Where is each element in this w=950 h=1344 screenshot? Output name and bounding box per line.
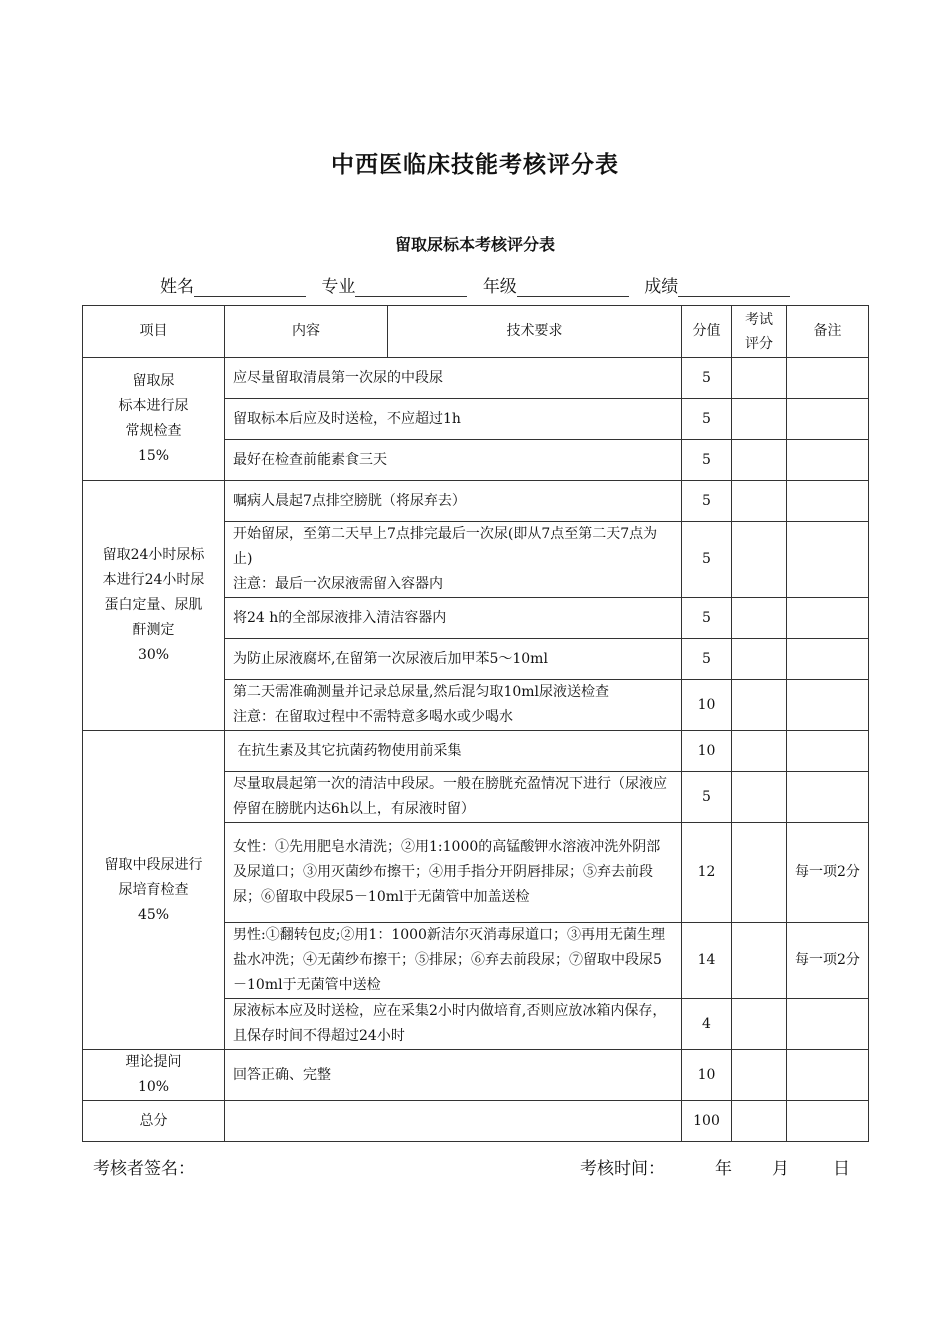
requirement-cell: 为防止尿液腐坏,在留第一次尿液后加甲苯5～10ml [225,639,682,680]
grade-blank[interactable] [517,276,629,297]
points-cell: 5 [682,358,732,399]
points-cell: 5 [682,522,732,598]
requirement-cell: 女性：①先用肥皂水清洗；②用1:1000的高锰酸钾水溶液冲洗外阴部及尿道口；③用灭菌纱布擦干；④用手指分开阴唇排尿；⑤弃去前段尿；⑥留取中段尿5－10ml于无菌管中加盖送检 [225,823,682,923]
remark-cell [787,639,869,680]
item-cell: 留取中段尿进行 尿培育检查 45% [83,731,225,1050]
item-cell: 留取尿 标本进行尿 常规检查 15% [83,358,225,481]
exam-score-cell[interactable] [732,639,787,680]
total-remark-cell [787,1101,869,1142]
remark-cell: 每一项2分 [787,923,869,999]
requirement-cell: 应尽量留取清晨第一次尿的中段尿 [225,358,682,399]
header-item: 项目 [83,306,225,358]
major-label: 专业 [321,277,356,297]
requirement-cell: 尿液标本应及时送检，应在采集2小时内做培育,否则应放冰箱内保存，且保存时间不得超过24小时 [225,999,682,1050]
total-label: 总分 [83,1101,225,1142]
points-cell: 10 [682,1050,732,1101]
score-blank[interactable] [678,276,790,297]
exam-score-cell[interactable] [732,440,787,481]
remark-cell [787,598,869,639]
exam-time [580,1154,850,1179]
score-label: 成绩 [644,277,679,297]
points-cell: 10 [682,680,732,731]
exam-score-cell[interactable] [732,923,787,999]
exam-score-cell[interactable] [732,999,787,1050]
requirement-cell: 最好在检查前能素食三天 [225,440,682,481]
remark-cell [787,358,869,399]
points-cell: 10 [682,731,732,772]
header-requirement: 技术要求 [388,306,682,358]
points-cell: 14 [682,923,732,999]
points-cell: 5 [682,440,732,481]
points-cell: 5 [682,481,732,522]
exam-score-cell[interactable] [732,772,787,823]
remark-cell [787,440,869,481]
points-cell: 5 [682,639,732,680]
day-label: 日 [833,1159,850,1179]
header-content: 内容 [225,306,388,358]
examiner-signature: 考核者签名： [93,1159,195,1179]
total-exam-score-cell[interactable] [732,1101,787,1142]
table-row [83,358,869,399]
exam-score-cell[interactable] [732,731,787,772]
candidate-info-line [160,272,790,297]
requirement-cell: 男性:①翻转包皮;②用1：1000新洁尔灭消毒尿道口；③再用无菌生理盐水冲洗；④无菌纱布擦干；⑤排尿；⑥弃去前段尿；⑦留取中段尿5－10ml于无菌管中送检 [225,923,682,999]
total-row [83,1101,869,1142]
exam-score-cell[interactable] [732,358,787,399]
requirement-cell: 尽量取晨起第一次的清洁中段尿。一般在膀胱充盈情况下进行（尿液应停留在膀胱内达6h以上，有尿液时留） [225,772,682,823]
item-cell: 留取24小时尿标 本进行24小时尿 蛋白定量、尿肌 酐测定 30% [83,481,225,731]
item-cell: 理论提问 10% [83,1050,225,1101]
exam-score-cell[interactable] [732,598,787,639]
points-cell: 4 [682,999,732,1050]
requirement-cell: 在抗生素及其它抗菌药物使用前采集 [225,731,682,772]
requirement-cell: 回答正确、完整 [225,1050,682,1101]
points-cell: 5 [682,598,732,639]
points-cell: 5 [682,399,732,440]
requirement-cell: 留取标本后应及时送检，不应超过1h [225,399,682,440]
header-points: 分值 [682,306,732,358]
exam-score-cell[interactable] [732,481,787,522]
remark-cell [787,731,869,772]
name-label: 姓名 [160,277,194,297]
exam-score-cell[interactable] [732,399,787,440]
points-cell: 12 [682,823,732,923]
header-exam-score: 考试评分 [732,306,787,358]
points-cell: 5 [682,772,732,823]
name-blank[interactable] [194,276,306,297]
table-header-row [83,306,869,358]
header-remark: 备注 [787,306,869,358]
total-points: 100 [682,1101,732,1142]
exam-score-cell[interactable] [732,1050,787,1101]
month-label: 月 [772,1159,789,1179]
table-row [83,481,869,522]
remark-cell [787,999,869,1050]
requirement-cell: 嘱病人晨起7点排空膀胱（将尿弃去） [225,481,682,522]
remark-cell [787,680,869,731]
remark-cell: 每一项2分 [787,823,869,923]
year-label: 年 [715,1159,732,1179]
major-blank[interactable] [355,276,467,297]
remark-cell [787,481,869,522]
table-body [83,358,869,1101]
exam-score-cell[interactable] [732,680,787,731]
table-row [83,731,869,772]
total-content-cell [225,1101,682,1142]
requirement-cell: 开始留尿，至第二天早上7点排完最后一次尿(即从7点至第二天7点为止) 注意：最后一次尿液需留入容器内 [225,522,682,598]
exam-score-cell[interactable] [732,823,787,923]
scoring-table [82,305,869,1142]
requirement-cell: 第二天需准确测量并记录总尿量,然后混匀取10ml尿液送检查 注意：在留取过程中不需特意多喝水或少喝水 [225,680,682,731]
remark-cell [787,399,869,440]
page-title: 中西医临床技能考核评分表 [331,152,619,178]
requirement-cell: 将24 h的全部尿液排入清洁容器内 [225,598,682,639]
exam-time-label: 考核时间： [580,1159,665,1179]
grade-label: 年级 [482,277,517,297]
remark-cell [787,1050,869,1101]
remark-cell [787,522,869,598]
table-row [83,1050,869,1101]
remark-cell [787,772,869,823]
page-subtitle: 留取尿标本考核评分表 [394,235,555,254]
exam-score-cell[interactable] [732,522,787,598]
